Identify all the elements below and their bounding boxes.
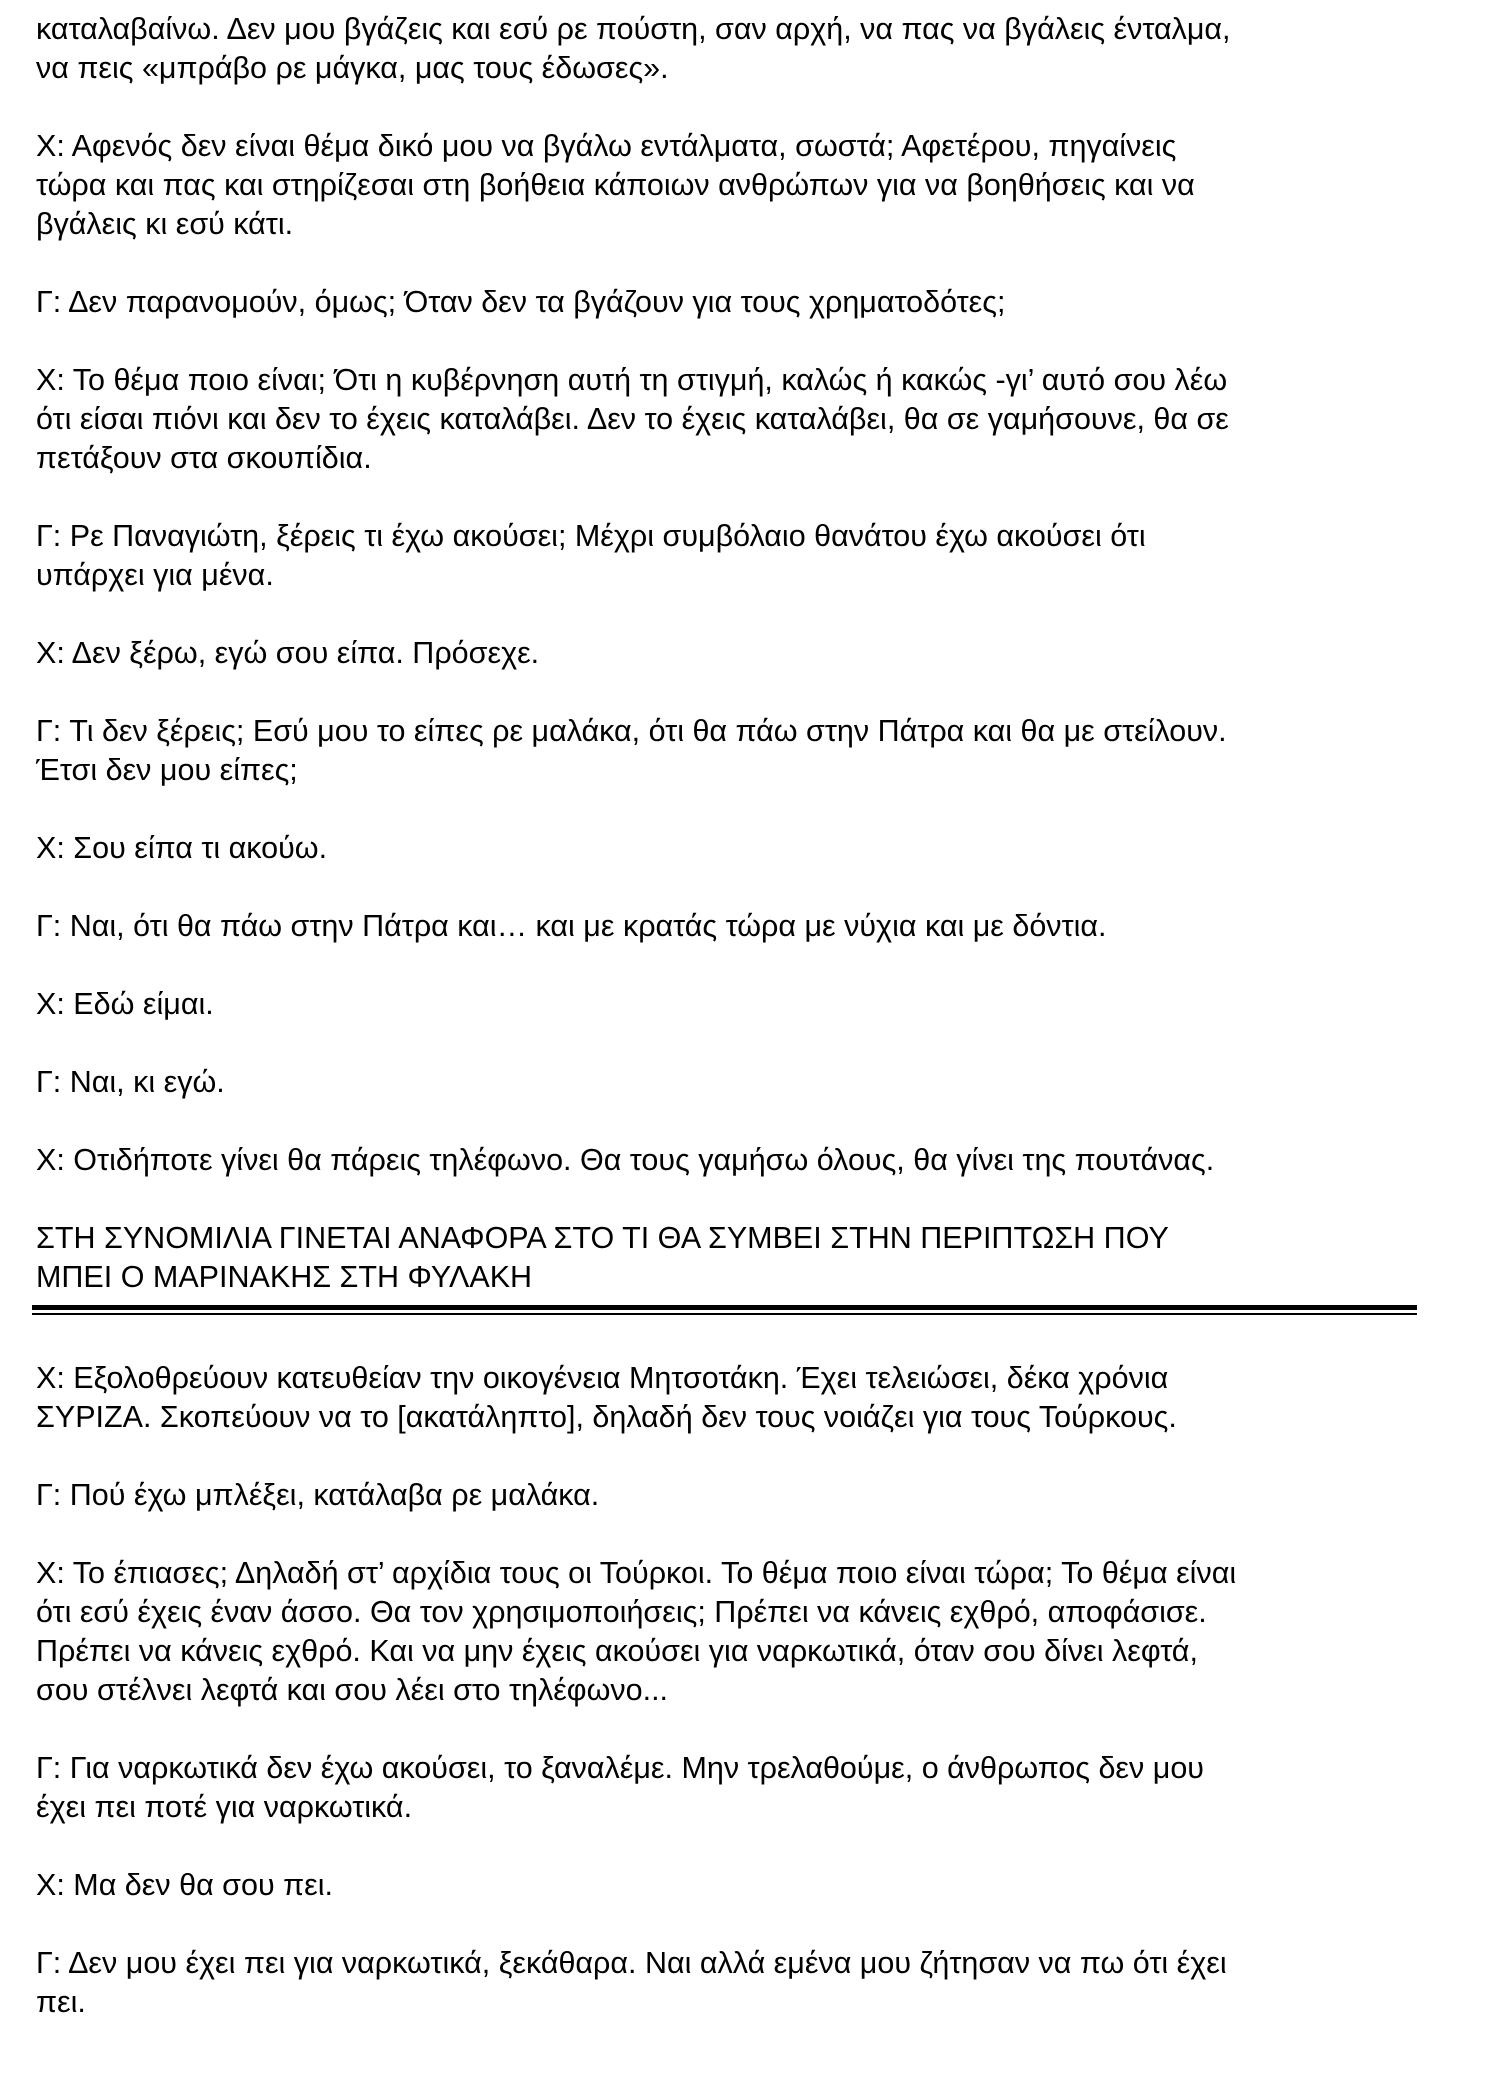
heading-line: ΣΤΗ ΣΥΝΟΜΙΛΙΑ ΓΙΝΕΤΑΙ ΑΝΑΦΟΡΑ ΣΤΟ ΤΙ ΘΑ ΣΥΜΒΕΙ ΣΤΗΝ ΠΕΡΙΠΤΩΣΗ ΠΟΥ <box>36 1221 1169 1255</box>
transcript-paragraph <box>36 127 1416 244</box>
text-line: ότι είσαι πιόνι και δεν το έχεις καταλάβει. Δεν το έχεις καταλάβει, θα σε γαμήσουνε, θα σε <box>36 402 1229 436</box>
transcript-paragraph <box>36 1944 1416 2022</box>
text-line: καταλαβαίνω. Δεν μου βγάζεις και εσύ ρε πούστη, σαν αρχή, να πας να βγάλεις ένταλμα, <box>36 12 1231 46</box>
text-line: πετάξουν στα σκουπίδια. <box>36 441 372 475</box>
text-line: Χ: Δεν ξέρω, εγώ σου είπα. Πρόσεχε. <box>36 636 540 670</box>
text-line: Γ: Τι δεν ξέρεις; Εσύ μου το είπες ρε μαλάκα, ότι θα πάω στην Πάτρα και θα με στείλουν. <box>36 714 1227 748</box>
text-line: τώρα και πας και στηρίζεσαι στη βοήθεια κάποιων ανθρώπων για να βοηθήσεις και να <box>36 168 1195 202</box>
text-line: Γ: Ρε Παναγιώτη, ξέρεις τι έχω ακούσει; Μέχρι συμβόλαιο θανάτου έχω ακούσει ότι <box>36 519 1146 553</box>
transcript-paragraph <box>36 283 1416 322</box>
text-line: Χ: Αφενός δεν είναι θέμα δικό μου να βγάλω εντάλματα, σωστά; Αφετέρου, πηγαίνεις <box>36 129 1177 163</box>
text-line: Πρέπει να κάνεις εχθρό. Και να μην έχεις ακούσει για ναρκωτικά, όταν σου δίνει λεφτά, <box>36 1634 1198 1668</box>
text-line: Γ: Πού έχω μπλέξει, κατάλαβα ρε μαλάκα. <box>36 1478 600 1512</box>
transcript-paragraph <box>36 634 1416 673</box>
text-line: Χ: Εδώ είμαι. <box>36 987 214 1021</box>
text-line: Γ: Ναι, κι εγώ. <box>36 1065 225 1099</box>
transcript-paragraph <box>36 907 1416 946</box>
text-line: Γ: Ναι, ότι θα πάω στην Πάτρα και… και με κρατάς τώρα με νύχια και με δόντια. <box>36 909 1107 943</box>
double-rule-divider <box>32 1305 1417 1315</box>
transcript-before <box>36 10 1416 1180</box>
transcript-paragraph <box>36 712 1416 790</box>
text-line: σου στέλνει λεφτά και σου λέει στο τηλέφωνο... <box>36 1673 669 1707</box>
text-line: Γ: Δεν μου έχει πει για ναρκωτικά, ξεκάθαρα. Ναι αλλά εμένα μου ζήτησαν να πω ότι έχει <box>36 1946 1227 1980</box>
transcript-paragraph <box>36 1476 1416 1515</box>
transcript-paragraph <box>36 985 1416 1024</box>
transcript-paragraph <box>36 1866 1416 1905</box>
transcript-paragraph <box>36 10 1416 88</box>
transcript-paragraph <box>36 829 1416 868</box>
text-line: Έτσι δεν μου είπες; <box>36 753 298 787</box>
section-heading <box>36 1219 1416 1297</box>
text-line: Χ: Το θέμα ποιο είναι; Ότι η κυβέρνηση αυτή τη στιγμή, καλώς ή κακώς -γι’ αυτό σου λέω <box>36 363 1228 397</box>
document-page <box>36 10 1416 2061</box>
text-line: ΣΥΡΙΖΑ. Σκοπεύουν να το [ακατάληπτο], δηλαδή δεν τους νοιάζει για τους Τούρκους. <box>36 1400 1177 1434</box>
text-line: Χ: Οτιδήποτε γίνει θα πάρεις τηλέφωνο. Θα τους γαμήσω όλους, θα γίνει της πουτάνας. <box>36 1143 1215 1177</box>
text-line: να πεις «μπράβο ρε μάγκα, μας τους έδωσες». <box>36 51 669 85</box>
text-line: Χ: Το έπιασες; Δηλαδή στ’ αρχίδια τους οι Τούρκοι. Το θέμα ποιο είναι τώρα; Το θέμα είναι <box>36 1556 1237 1590</box>
text-line: βγάλεις κι εσύ κάτι. <box>36 207 294 241</box>
transcript-paragraph <box>36 1141 1416 1180</box>
text-line: Χ: Εξολοθρεύουν κατευθείαν την οικογένεια Μητσοτάκη. Έχει τελειώσει, δέκα χρόνια <box>36 1361 1169 1395</box>
transcript-paragraph <box>36 1359 1416 1437</box>
transcript-paragraph <box>36 1063 1416 1102</box>
text-line: Χ: Μα δεν θα σου πει. <box>36 1868 334 1902</box>
text-line: Γ: Για ναρκωτικά δεν έχω ακούσει, το ξαναλέμε. Μην τρελαθούμε, ο άνθρωπος δεν μου <box>36 1751 1204 1785</box>
heading-line: ΜΠΕΙ Ο ΜΑΡΙΝΑΚΗΣ ΣΤΗ ΦΥΛΑΚΗ <box>36 1260 533 1294</box>
transcript-paragraph <box>36 361 1416 478</box>
transcript-after <box>36 1359 1416 2022</box>
text-line: έχει πει ποτέ για ναρκωτικά. <box>36 1790 413 1824</box>
text-line: Χ: Σου είπα τι ακούω. <box>36 831 328 865</box>
transcript-paragraph <box>36 1554 1416 1710</box>
text-line: Γ: Δεν παρανομούν, όμως; Όταν δεν τα βγάζουν για τους χρηματοδότες; <box>36 285 1006 319</box>
text-line: ότι εσύ έχεις έναν άσσο. Θα τον χρησιμοποιήσεις; Πρέπει να κάνεις εχθρό, αποφάσισε. <box>36 1595 1207 1629</box>
text-line: υπάρχει για μένα. <box>36 558 274 592</box>
transcript-paragraph <box>36 517 1416 595</box>
transcript-paragraph <box>36 1749 1416 1827</box>
text-line: πει. <box>36 1985 86 2019</box>
